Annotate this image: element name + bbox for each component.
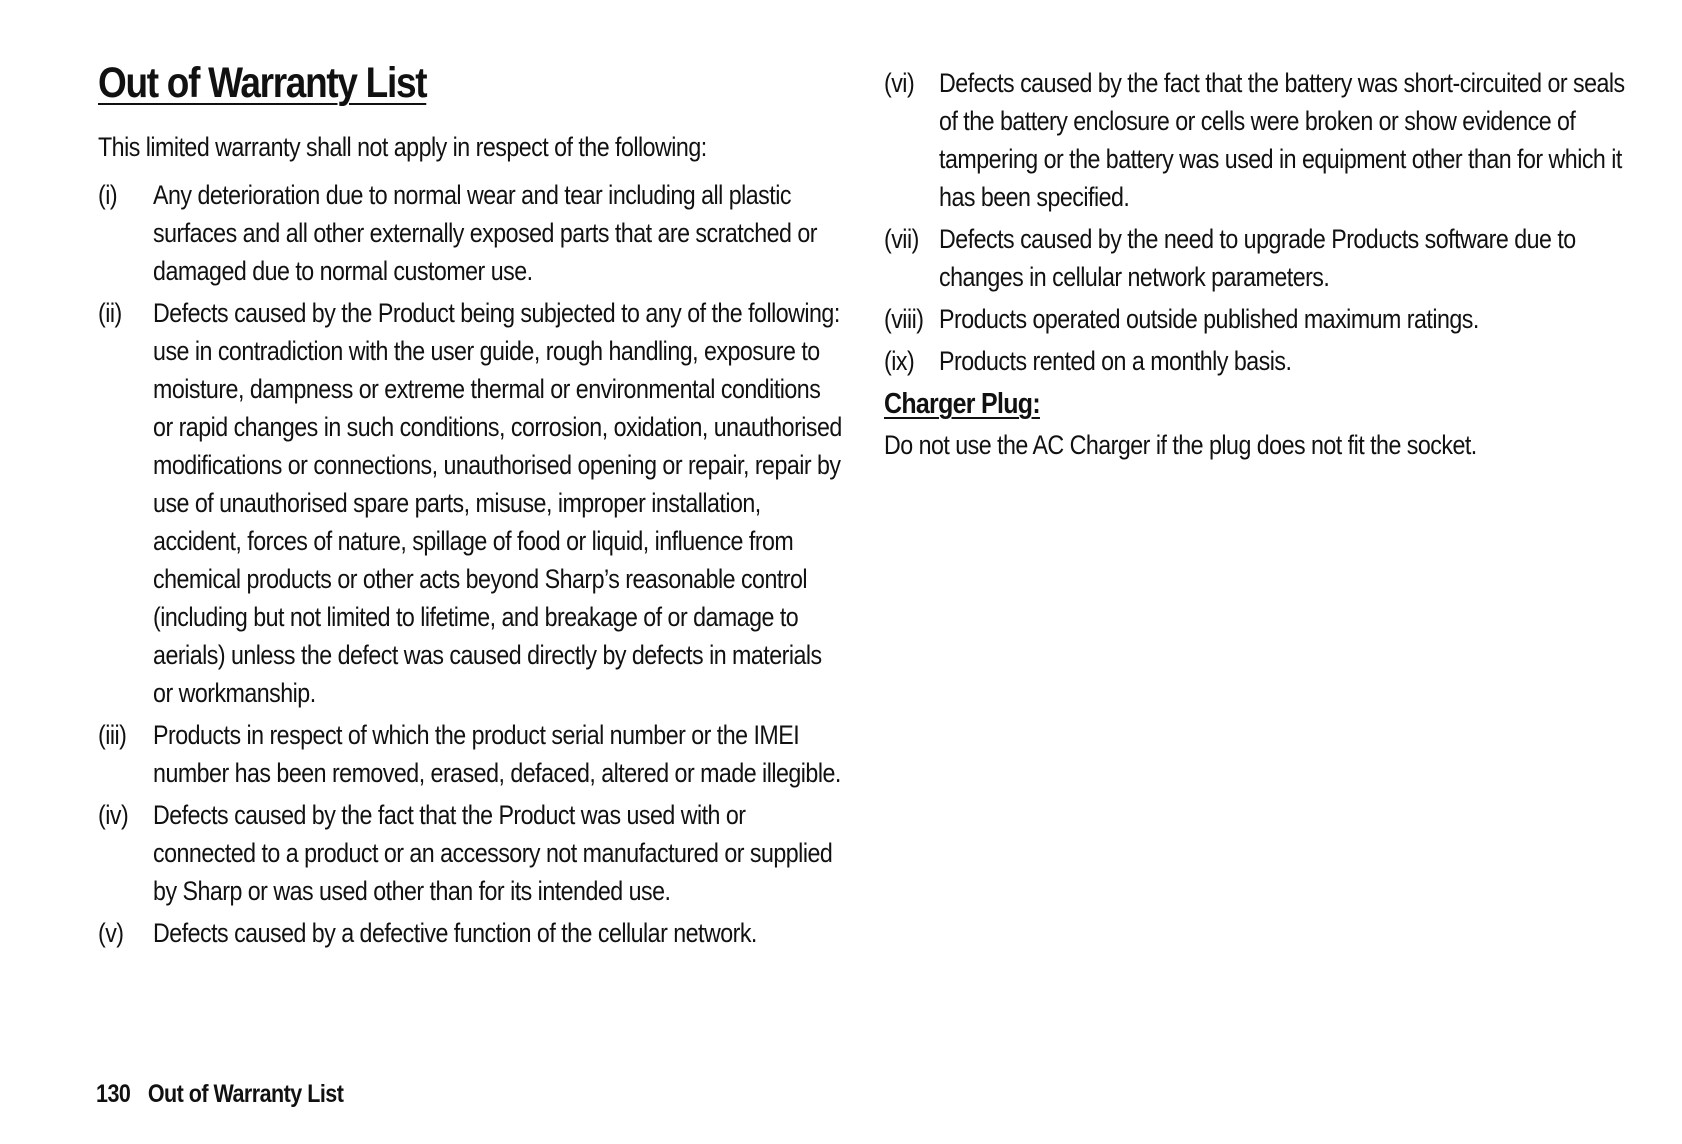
page-title: Out of Warranty List [98,59,427,107]
item-number: (viii) [884,304,924,334]
item-text: Any deterioration due to normal wear and tear including all plastic surfaces and all other externally exposed parts that are scratched or damaged due to normal customer use. [153,180,818,286]
list-item [884,64,1629,216]
list-item [884,300,1629,338]
item-number: (vi) [884,68,915,98]
charger-plug-text: Do not use the AC Charger if the plug does not fit the socket. [884,430,1477,460]
item-number: (ix) [884,346,915,376]
list-item [98,796,844,910]
list-item [98,294,844,712]
page-number: 130 [96,1080,131,1108]
exclusion-list-left [98,176,844,956]
item-number: (iv) [98,800,129,830]
item-text: Defects caused by the fact that the battery was short-circuited or seals of the battery enclosure or cells were broken or show evidence of tampering or the battery was used in equipment other than for which it has been specified. [939,68,1625,212]
item-number: (i) [98,180,118,210]
item-text: Products rented on a monthly basis. [939,346,1292,376]
list-item [98,716,844,792]
list-item [884,342,1629,380]
item-number: (v) [98,918,124,948]
item-number: (ii) [98,298,122,328]
list-item [98,914,844,952]
list-item [884,220,1629,296]
item-text: Products operated outside published maximum ratings. [939,304,1479,334]
item-text: Defects caused by a defective function of the cellular network. [153,918,757,948]
charger-plug-heading: Charger Plug: [884,388,1040,420]
item-text: Products in respect of which the product serial number or the IMEI number has been removed, erased, defaced, altered or made illegible. [153,720,841,788]
item-number: (vii) [884,224,919,254]
item-text: Defects caused by the fact that the Product was used with or connected to a product or an accessory not manufactured or supplied by Sharp or was used other than for its intended use. [153,800,833,906]
exclusion-list-right [884,64,1629,384]
list-item [98,176,844,290]
page-footer [96,1080,343,1109]
item-text: Defects caused by the need to upgrade Products software due to changes in cellular network parameters. [939,224,1576,292]
intro-paragraph: This limited warranty shall not apply in respect of the following: [98,132,707,162]
item-text: Defects caused by the Product being subjected to any of the following: use in contradiction with the user guide, rough handling, exposure to moisture, dampness or extreme thermal or environmental conditions or rapid changes in such conditions, corrosion, oxidation, unauthorised modifications or connections, unauthorised opening or repair, repair by use of unauthorised spare parts, misuse, improper installation, accident, forces of nature, spillage of food or liquid, influence from chemical products or other acts beyond Sharp’s reasonable control (including but not limited to lifetime, and breakage of or damage to aerials) unless the defect was caused directly by defects in materials or workmanship. [153,298,842,708]
footer-section-title: Out of Warranty List [147,1080,344,1108]
item-number: (iii) [98,720,127,750]
